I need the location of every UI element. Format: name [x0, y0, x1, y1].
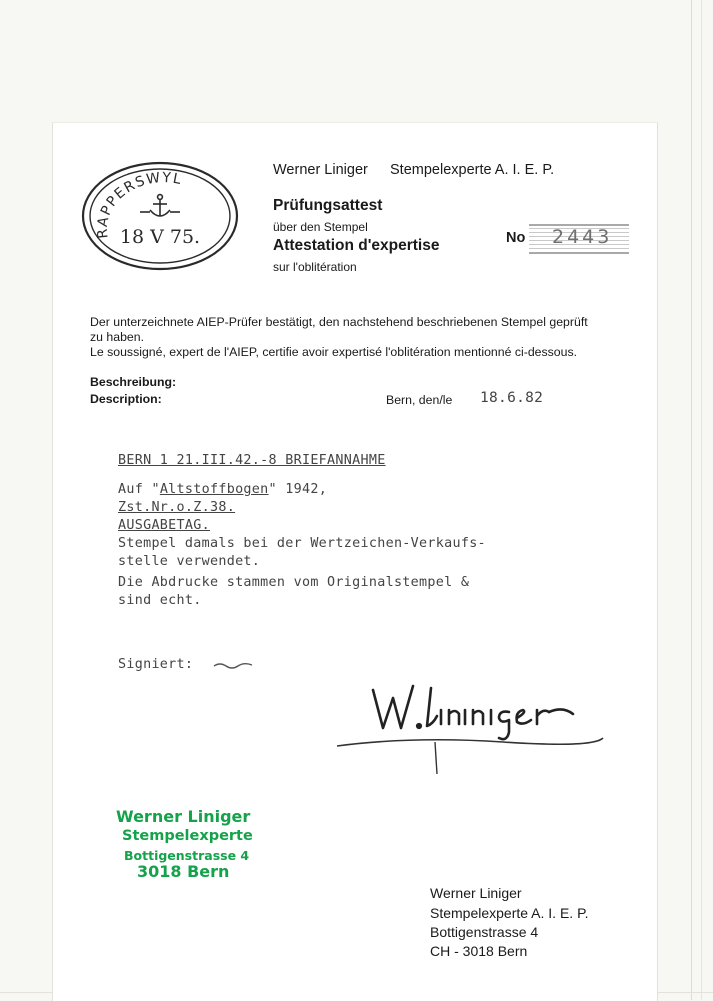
- footer-name: Werner Liniger: [430, 885, 522, 901]
- title-de: Prüfungsattest: [273, 197, 383, 214]
- typed-line-4: AUSGABETAG.: [118, 518, 210, 533]
- title-fr: Attestation d'expertise: [273, 237, 440, 254]
- typed-line-6: stelle verwendet.: [118, 554, 261, 569]
- green-stamp-city: 3018 Bern: [137, 862, 230, 881]
- postmark-stamp: [80, 160, 240, 272]
- intro-fr-line: Le soussigné, expert de l'AIEP, certifie avoir expertisé l'oblitération mentionné ci-dessous.: [90, 345, 578, 359]
- intro-de-line2: zu haben.: [90, 330, 145, 344]
- typed-line-2-prefix: Auf ": [118, 482, 160, 497]
- certificate-number: 2443: [552, 226, 613, 248]
- description-label-fr: Description:: [90, 392, 162, 406]
- footer-street: Bottigenstrasse 4: [430, 924, 539, 940]
- typed-line-2: [118, 482, 327, 497]
- typed-line-3: Zst.Nr.o.Z.38.: [118, 500, 236, 515]
- issue-date: 18.6.82: [480, 390, 544, 406]
- typed-line-8: sind echt.: [118, 593, 202, 608]
- intro-de-line1: Der unterzeichnete AIEP-Prüfer bestätigt, den nachstehend beschriebenen Stempel geprüft: [90, 315, 588, 329]
- postmark-date: 18 V 75.: [119, 226, 201, 248]
- subtitle-fr: sur l'oblitération: [273, 260, 357, 274]
- footer-city: CH - 3018 Bern: [430, 943, 528, 959]
- typed-line-2-suffix: " 1942,: [268, 482, 328, 497]
- expert-name: Werner Liniger: [273, 162, 368, 178]
- subtitle-de: über den Stempel: [273, 220, 368, 234]
- green-stamp-street: Bottigenstrasse 4: [124, 848, 250, 863]
- typed-line-5: Stempel damals bei der Wertzeichen-Verkaufs-: [118, 536, 486, 551]
- place-label: Bern, den/le: [386, 393, 453, 407]
- description-label-de: Beschreibung:: [90, 375, 177, 389]
- anchor-icon: [140, 195, 180, 216]
- background-page-edge-2: [701, 0, 702, 1000]
- background-page-edge: [691, 0, 692, 1000]
- footer-title: Stempelexperte A. I. E. P.: [430, 905, 589, 921]
- expert-title: Stempelexperte A. I. E. P.: [390, 162, 555, 178]
- green-stamp-title: Stempelexperte: [122, 828, 253, 844]
- number-label: No: [506, 230, 526, 246]
- green-stamp-name: Werner Liniger: [116, 807, 251, 826]
- postmark-town: RAPPERSWYL: [94, 169, 184, 240]
- handwritten-signature: [333, 676, 609, 776]
- signed-label: Signiert:: [118, 657, 194, 672]
- typed-line-2-underlined: Altstoffbogen: [159, 482, 269, 497]
- signed-mark-icon: [212, 660, 256, 672]
- typed-postmark-line: BERN 1 21.III.42.-8 BRIEFANNAHME: [118, 453, 386, 468]
- typed-line-7: Die Abdrucke stammen vom Originalstempel &: [118, 575, 470, 590]
